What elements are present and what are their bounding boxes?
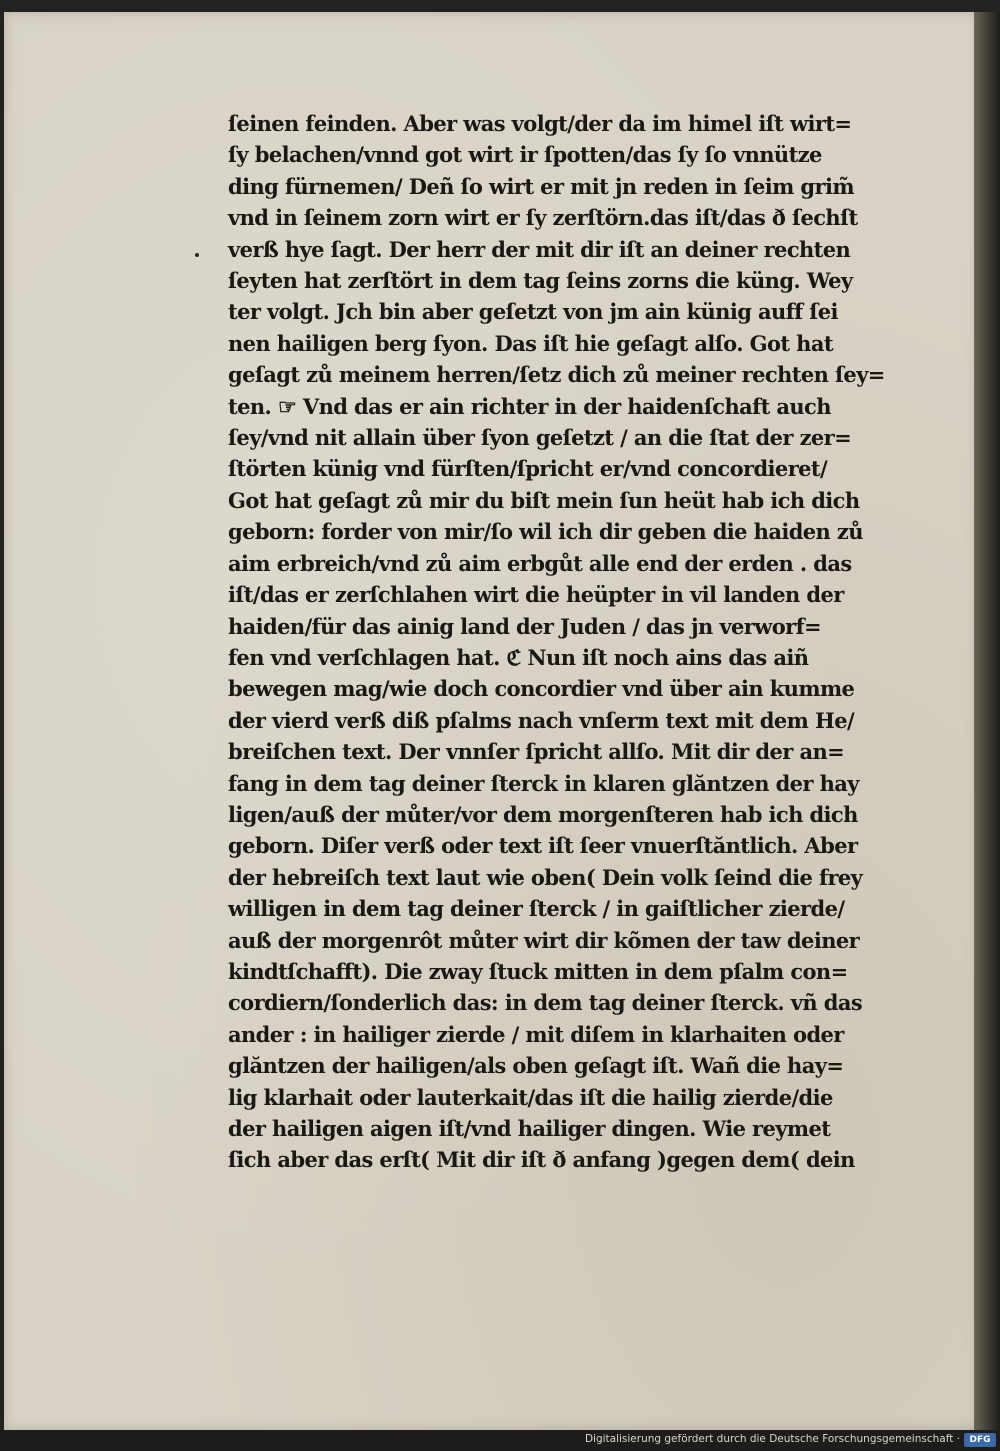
- text-line: auß der morgenrôt můter wirt dir kõmen der taw deiner: [228, 927, 860, 953]
- footer-bar: [0, 1430, 1000, 1451]
- text-line: glăntzen der hailigen/als oben geſagt iſt. Wañ die hay=: [228, 1053, 844, 1079]
- text-line: ding fürnemen/ Deñ ſo wirt er mit jn reden in ſeim grim̃: [228, 173, 854, 199]
- text-line: ſtörten künig vnd fürſten/ſpricht er/vnd concordieret/: [228, 456, 828, 482]
- text-line: kindtſchafft). Die zway ſtuck mitten in dem pſalm con=: [228, 958, 848, 984]
- page-text: [228, 108, 918, 1176]
- text-line: geborn. Diſer verß oder text iſt ſeer vnuerſtăntlich. Aber: [228, 833, 858, 859]
- text-line: nen hailigen berg ſyon. Das iſt hie geſagt alſo. Got hat: [228, 330, 833, 356]
- text-line: willigen in dem tag deiner ſterck / in gaiſtlicher zierde/: [228, 896, 845, 922]
- text-line: ander : in hailiger zierde / mit diſem in klarhaiten oder: [228, 1021, 844, 1047]
- text-line: ſy belachen/vnnd got wirt ir ſpotten/das ſy ſo vnnütze: [228, 142, 822, 168]
- text-line: der hebreiſch text laut wie oben( Dein volk ſeind die frey: [228, 864, 863, 890]
- text-line: lig klarhait oder lauterkait/das iſt die hailig zierde/die: [228, 1084, 833, 1110]
- text-line: fang in dem tag deiner ſterck in klaren glăntzen der hay: [228, 770, 859, 796]
- text-line: iſt/das er zerſchlahen wirt die heüpter in vil landen der: [228, 582, 844, 608]
- text-line: ſich aber das erſt( Mit dir iſt ð anfang )gegen dem( dein: [228, 1147, 855, 1173]
- text-line: ſeyten hat zerſtört in dem tag ſeins zorns die küng. Wey: [228, 268, 853, 294]
- text-line: breiſchen text. Der vnnſer ſpricht allſo. Mit dir der an=: [228, 739, 845, 765]
- text-line: bewegen mag/wie doch concordier vnd über ain kumme: [228, 676, 855, 702]
- text-line: ter volgt. Jch bin aber geſetzt von jm ain künig auff ſei: [228, 299, 838, 325]
- text-line: der vierd verß diß pſalms nach vnſerm text mit dem He/: [228, 707, 855, 733]
- text-line: Got hat geſagt zů mir du biſt mein ſun heüt hab ich dich: [228, 487, 860, 513]
- text-line: ligen/auß der můter/vor dem morgenſteren hab ich dich: [228, 801, 858, 827]
- text-line: ſeinen feinden. Aber was volgt/der da im himel iſt wirt=: [228, 111, 852, 136]
- text-line: vnd in ſeinem zorn wirt er ſy zerſtörn.das iſt/das ð ſechſt: [228, 205, 858, 231]
- text-line: geſagt zů meinem herren/ſetz dich zů meiner rechten ſey=: [228, 362, 885, 388]
- text-line: ten. ☞ Vnd das er ain richter in der haidenſchaft auch: [228, 393, 831, 419]
- text-line: geborn: forder von mir/ſo wil ich dir geben die haiden zů: [228, 519, 863, 545]
- text-line: cordiern/ſonderlich das: in dem tag deiner ſterck. vñ das: [228, 990, 863, 1016]
- funding-credit: Digitalisierung gefördert durch die Deutsche Forschungsgemeinschaft ·: [584, 1433, 960, 1445]
- text-line: haiden/für das ainig land der Juden / das jn verworf=: [228, 613, 822, 639]
- text-line: fen vnd verſchlagen hat. ℭ Nun iſt noch ains das aiñ: [228, 644, 809, 670]
- text-line: verß hye ſagt. Der herr der mit dir iſt an deiner rechten: [228, 236, 851, 262]
- margin-mark: [195, 253, 199, 257]
- dfg-logo: DFG: [964, 1433, 996, 1447]
- text-line: ſey/vnd nit allain über ſyon geſetzt / an die ſtat der zer=: [228, 425, 852, 451]
- text-line: der hailigen aigen iſt/vnd hailiger dingen. Wie reymet: [228, 1116, 831, 1141]
- text-line: aim erbreich/vnd zů aim erbgůt alle end der erden . das: [228, 550, 852, 576]
- page-edge: [974, 12, 1000, 1430]
